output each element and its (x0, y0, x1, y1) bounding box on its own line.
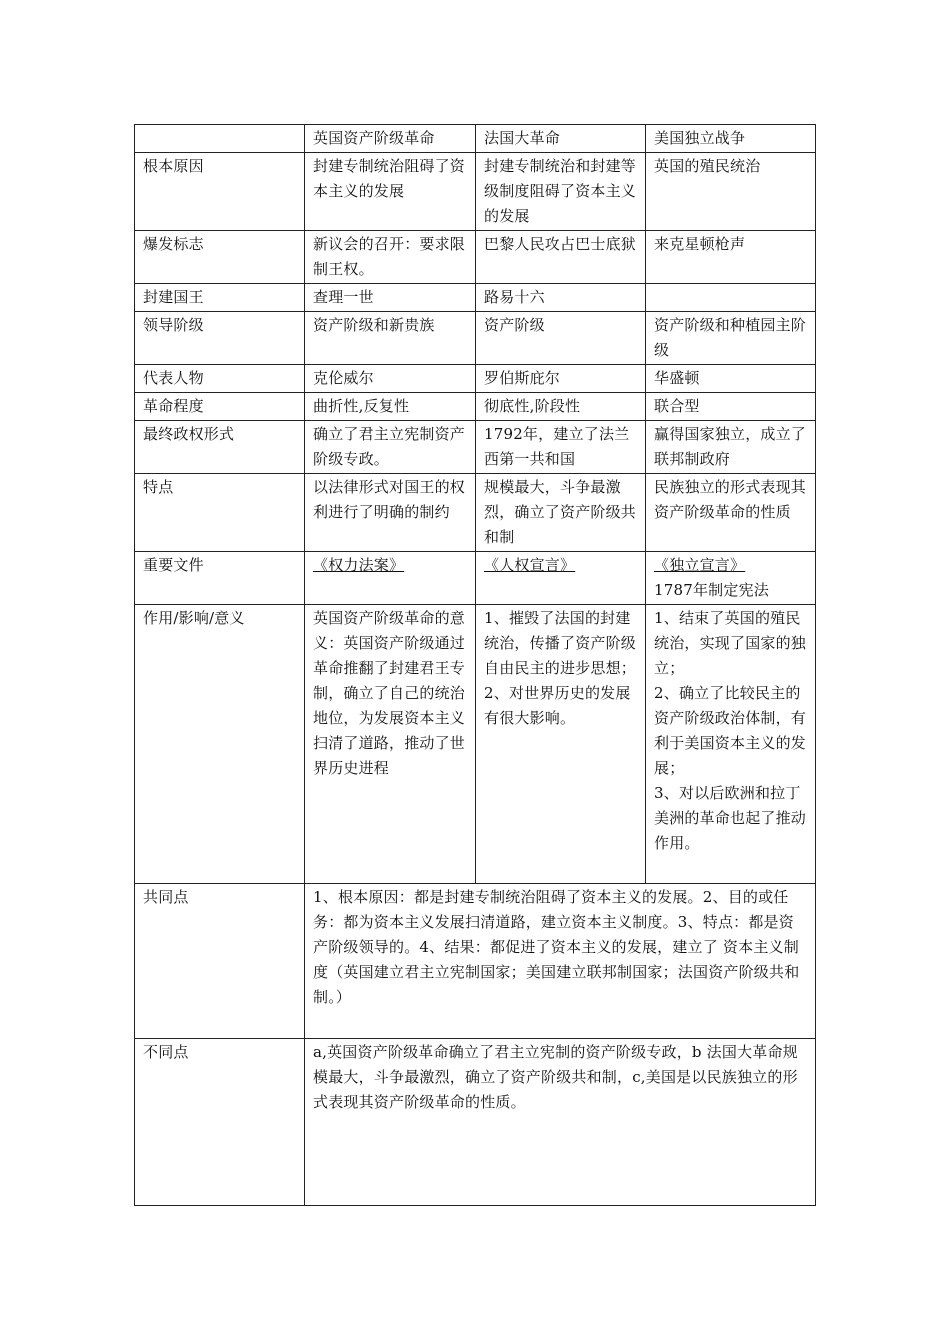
cell-england: 新议会的召开：要求限制王权。 (305, 231, 476, 284)
cell-america: 英国的殖民统治 (646, 153, 816, 231)
cell-france: 资产阶级 (476, 312, 646, 365)
cell-america (646, 552, 816, 605)
header-cell-empty (135, 125, 305, 153)
differences-row (135, 1039, 816, 1206)
comparison-table (134, 124, 816, 1206)
row-label: 代表人物 (135, 365, 305, 393)
cell-england: 以法律形式对国王的权利进行了明确的制约 (305, 474, 476, 552)
cell-france: 巴黎人民攻占巴士底狱 (476, 231, 646, 284)
effect-item: 1、结束了英国的殖民统治，实现了国家的独立； (654, 609, 807, 677)
cell-america: 来克星顿枪声 (646, 231, 816, 284)
row-label: 最终政权形式 (135, 421, 305, 474)
row-label: 爆发标志 (135, 231, 305, 284)
cell-france: 1792年，建立了法兰西第一共和国 (476, 421, 646, 474)
table-row (135, 474, 816, 552)
row-label: 领导阶级 (135, 312, 305, 365)
table-row (135, 231, 816, 284)
effect-item: 1、摧毁了法国的封建统治，传播了资产阶级自由民主的进步思想； (484, 609, 637, 677)
cell-america: 资产阶级和种植园主阶级 (646, 312, 816, 365)
table-row (135, 605, 816, 884)
cell-america: 民族独立的形式表现其资产阶级革命的性质 (646, 474, 816, 552)
row-label: 根本原因 (135, 153, 305, 231)
document-extra: 1787年制定宪法 (654, 581, 769, 599)
effect-item: 2、对世界历史的发展有很大影响。 (484, 684, 631, 727)
header-cell-france: 法国大革命 (476, 125, 646, 153)
cell-america (646, 284, 816, 312)
cell-america: 联合型 (646, 393, 816, 421)
document-title: 《独立宣言》 (654, 556, 746, 574)
cell-america: 华盛顿 (646, 365, 816, 393)
table-row (135, 153, 816, 231)
document-title: 《权力法案》 (313, 556, 405, 574)
row-label: 作用/影响/意义 (135, 605, 305, 884)
cell-england: 英国资产阶级革命的意义：英国资产阶级通过革命推翻了封建君王专制，确立了自己的统治地位，为发展资本主义扫清了道路，推动了世界历史进程 (305, 605, 476, 884)
common-points-label: 共同点 (135, 884, 305, 1039)
common-points-row (135, 884, 816, 1039)
cell-france: 规模最大，斗争最激烈，确立了资产阶级共和制 (476, 474, 646, 552)
cell-france: 路易十六 (476, 284, 646, 312)
table-row (135, 284, 816, 312)
cell-england: 曲折性,反复性 (305, 393, 476, 421)
cell-america: 赢得国家独立，成立了联邦制政府 (646, 421, 816, 474)
cell-england: 资产阶级和新贵族 (305, 312, 476, 365)
row-label: 封建国王 (135, 284, 305, 312)
effect-item: 3、对以后欧洲和拉丁美洲的革命也起了推动作用。 (654, 784, 807, 852)
differences-text: a,英国资产阶级革命确立了君主立宪制的资产阶级专政，b 法国大革命规模最大，斗争最激烈，确立了资产阶级共和制，c,美国是以民族独立的形式表现其资产阶级革命的性质。 (305, 1039, 816, 1206)
table-row (135, 312, 816, 365)
table-header-row (135, 125, 816, 153)
table-row (135, 365, 816, 393)
row-label: 重要文件 (135, 552, 305, 605)
cell-england: 确立了君主立宪制资产阶级专政。 (305, 421, 476, 474)
document-title: 《人权宣言》 (484, 556, 576, 574)
header-cell-england: 英国资产阶级革命 (305, 125, 476, 153)
differences-label: 不同点 (135, 1039, 305, 1206)
table-row (135, 421, 816, 474)
cell-france (476, 605, 646, 884)
cell-england (305, 552, 476, 605)
cell-england: 克伦威尔 (305, 365, 476, 393)
cell-france: 彻底性,阶段性 (476, 393, 646, 421)
cell-france: 封建专制统治和封建等级制度阻碍了资本主义的发展 (476, 153, 646, 231)
header-cell-america: 美国独立战争 (646, 125, 816, 153)
effect-item: 2、确立了比较民主的资产阶级政治体制，有利于美国资本主义的发展； (654, 684, 807, 777)
table-row (135, 552, 816, 605)
cell-england: 封建专制统治阻碍了资本主义的发展 (305, 153, 476, 231)
common-points-text: 1、根本原因：都是封建专制统治阻碍了资本主义的发展。2、目的或任务：都为资本主义发展扫清道路，建立资本主义制度。3、特点：都是资产阶级领导的。4、结果：都促进了资本主义的发展，建立了 资本主义制度（英国建立君主立宪制国家；美国建立联邦制国家；法国资产阶级共和制。） (305, 884, 816, 1039)
cell-france (476, 552, 646, 605)
cell-england: 查理一世 (305, 284, 476, 312)
table-row (135, 393, 816, 421)
row-label: 革命程度 (135, 393, 305, 421)
cell-france: 罗伯斯庇尔 (476, 365, 646, 393)
row-label: 特点 (135, 474, 305, 552)
cell-america (646, 605, 816, 884)
